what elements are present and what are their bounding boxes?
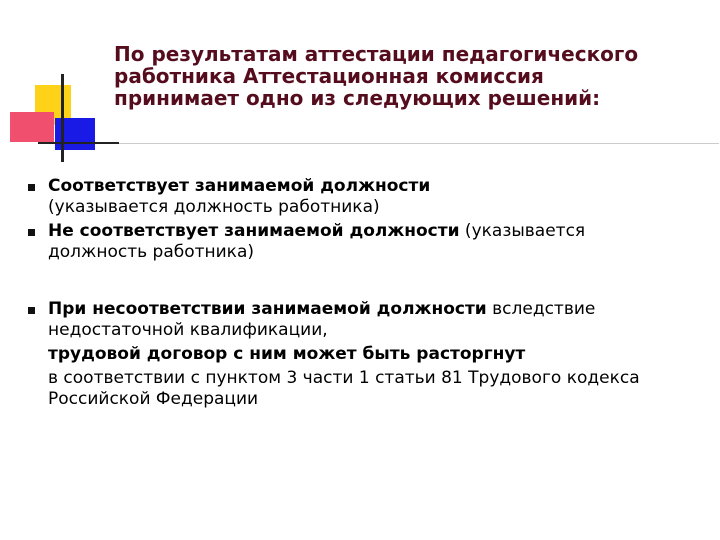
bullet-item-3 [24,299,684,410]
bullet-3-line-5: Российской Федерации [48,389,259,409]
bullet-item-1 [24,176,684,218]
bullet-item-2 [24,221,684,263]
square-bullet-icon [28,307,35,314]
bullet-3-line-1 [48,299,684,320]
title-line-1: По результатам аттестации педагогического [114,42,639,66]
bullet-3-tail: вследствие [486,299,596,319]
bullet-3-line-2: недостаточной квалификации, [48,320,328,340]
slide-title [114,43,704,109]
square-bullet-icon [28,229,35,236]
bullet-2-line-2: должность работника) [48,242,255,262]
title-line-2: работника Аттестационная комиссия [114,64,544,88]
bullet-3-line-4: в соответствии с пунктом 3 части 1 статьи 81 Трудового кодекса [48,368,640,388]
bullet-2-bold: Не соответствует занимаемой должности [48,221,460,241]
bullet-2-line-1 [48,221,684,242]
bullet-2-tail: (указывается [459,221,586,241]
bullet-list [24,176,684,410]
bullet-3-line-3: трудовой договор с ним может быть расторгнут [48,344,526,364]
logo-red-square [10,112,54,142]
square-bullet-icon [28,184,35,191]
bullet-1-text: (указывается должность работника) [48,197,380,217]
bullet-1-bold: Соответствует занимаемой должности [48,176,431,196]
title-line-3: принимает одно из следующих решений: [114,86,601,110]
bullet-3-bold: При несоответствии занимаемой должности [48,299,487,319]
title-divider [119,143,719,144]
logo-vertical-line [61,74,64,162]
logo-horizontal-line [38,142,119,144]
